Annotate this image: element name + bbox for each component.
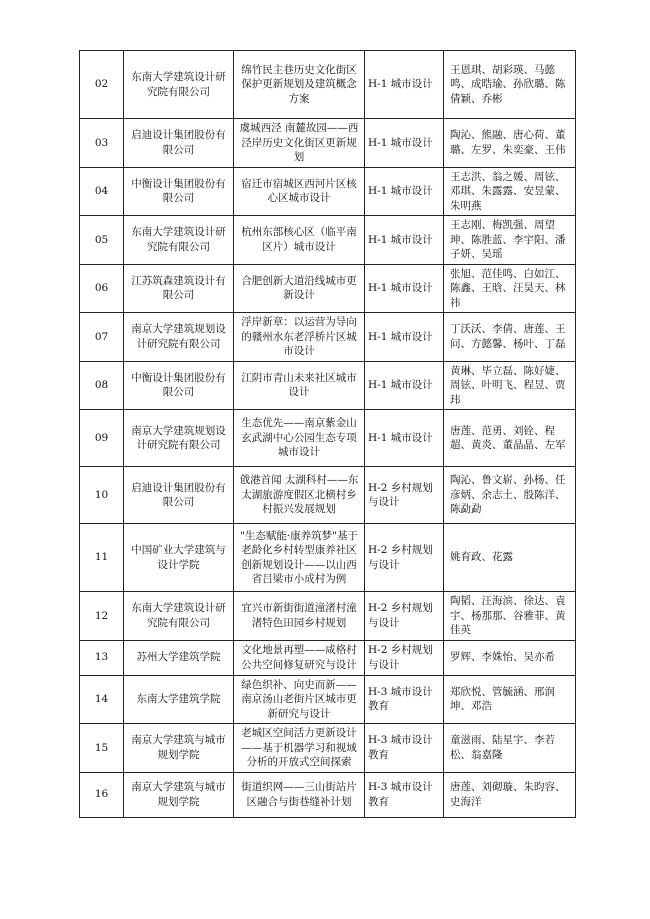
table-row [80, 675, 576, 724]
award-category: H-1 城市设计 [365, 361, 444, 410]
award-category: H-3 城市设计教育 [365, 675, 444, 724]
team-members: 童滋雨、陆星宇、李若松、翁嘉隆 [444, 724, 576, 773]
unit-name: 启迪设计集团股份有限公司 [124, 119, 234, 168]
row-number: 07 [80, 313, 124, 362]
row-number: 11 [80, 524, 124, 592]
team-members: 罗辉、李姝怡、吴亦希 [444, 640, 576, 675]
team-members: 陶韬、汪海滨、徐达、袁宇、杨那那、谷雅菲、黄佳英 [444, 592, 576, 641]
table-row [80, 167, 576, 216]
unit-name: 东南大学建筑设计研究院有限公司 [124, 51, 234, 119]
unit-name: 苏州大学建筑学院 [124, 640, 234, 675]
unit-name: 东南大学建筑设计研究院有限公司 [124, 216, 234, 265]
row-number: 09 [80, 410, 124, 467]
unit-name: 中国矿业大学建筑与设计学院 [124, 524, 234, 592]
table-row [80, 467, 576, 524]
award-category: H-1 城市设计 [365, 264, 444, 313]
team-members: 王恩琪、胡彩瑛、马懿鸣、成晧瑜、孙欣璐、陈倩颖、乔彬 [444, 51, 576, 119]
project-name: 合肥创新大道沿线城市更新设计 [234, 264, 365, 313]
row-number: 03 [80, 119, 124, 168]
project-name: 文化地景再塑——咸格村公共空间修复研究与设计 [234, 640, 365, 675]
row-number: 13 [80, 640, 124, 675]
team-members: 张旭、范佳鸣、白如江、陈鑫、王晗、汪昊天、林祎 [444, 264, 576, 313]
team-members: 陶沁、熊融、唐心荷、董璐、左罗、朱奕豪、王伟 [444, 119, 576, 168]
project-name: 虞城西泾 南麓故园——西泾岸历史文化街区更新规划 [234, 119, 365, 168]
unit-name: 南京大学建筑规划设计研究院有限公司 [124, 410, 234, 467]
row-number: 06 [80, 264, 124, 313]
table-row [80, 119, 576, 168]
team-members: 唐莲、范勇、刘铨、程超、黄炎、董晶晶、左军 [444, 410, 576, 467]
project-name: 杭州东部核心区（临平南区片）城市设计 [234, 216, 365, 265]
table-row [80, 724, 576, 773]
project-name: 绵竹民主巷历史文化街区保护更新规划及建筑概念方案 [234, 51, 365, 119]
row-number: 10 [80, 467, 124, 524]
table-row [80, 592, 576, 641]
row-number: 04 [80, 167, 124, 216]
unit-name: 江苏筑森建筑设计有限公司 [124, 264, 234, 313]
project-name: 街道织网——三山街站片区融合与街巷缝补计划 [234, 772, 365, 817]
unit-name: 中衡设计集团股份有限公司 [124, 361, 234, 410]
team-members: 黄琳、毕立磊、陈好婕、周铉、叶明飞、程昱、贾玮 [444, 361, 576, 410]
unit-name: 启迪设计集团股份有限公司 [124, 467, 234, 524]
row-number: 16 [80, 772, 124, 817]
award-category: H-3 城市设计教育 [365, 772, 444, 817]
awards-table-body [80, 51, 576, 818]
project-name: 生态优先——南京紫金山玄武湖中心公园生态专项城市设计 [234, 410, 365, 467]
table-row [80, 524, 576, 592]
table-row [80, 410, 576, 467]
row-number: 12 [80, 592, 124, 641]
table-row [80, 361, 576, 410]
award-category: H-2 乡村规划与设计 [365, 640, 444, 675]
unit-name: 东南大学建筑设计研究院有限公司 [124, 592, 234, 641]
project-name: 宿迁市宿城区西河片区核心区城市设计 [234, 167, 365, 216]
unit-name: 南京大学建筑与城市规划学院 [124, 724, 234, 773]
award-category: H-2 乡村规划与设计 [365, 592, 444, 641]
table-row [80, 216, 576, 265]
team-members: 陶沁、鲁文崭、孙杨、任彦炳、余志土、殷陈洋、陈勐勐 [444, 467, 576, 524]
unit-name: 中衡设计集团股份有限公司 [124, 167, 234, 216]
award-category: H-1 城市设计 [365, 216, 444, 265]
table-row [80, 264, 576, 313]
award-category: H-1 城市设计 [365, 51, 444, 119]
project-name: 浮岸新章：以运营为导向的赣州水东老浮桥片区城市设计 [234, 313, 365, 362]
award-category: H-3 城市设计教育 [365, 724, 444, 773]
award-category: H-1 城市设计 [365, 167, 444, 216]
row-number: 05 [80, 216, 124, 265]
project-name: 江阴市青山未来社区城市设计 [234, 361, 365, 410]
row-number: 08 [80, 361, 124, 410]
unit-name: 南京大学建筑与城市规划学院 [124, 772, 234, 817]
project-name: 绿色织补、向史而新——南京汤山老街片区城市更新研究与设计 [234, 675, 365, 724]
row-number: 02 [80, 51, 124, 119]
table-row [80, 772, 576, 817]
team-members: 郑欣悦、管毓涵、邢润坤、邓浩 [444, 675, 576, 724]
award-category: H-2 乡村规划与设计 [365, 524, 444, 592]
table-row [80, 51, 576, 119]
table-row [80, 313, 576, 362]
team-members: 丁沃沃、李倩、唐莲、王问、方懿馨、杨叶、丁磊 [444, 313, 576, 362]
award-category: H-1 城市设计 [365, 313, 444, 362]
award-category: H-1 城市设计 [365, 410, 444, 467]
row-number: 14 [80, 675, 124, 724]
row-number: 15 [80, 724, 124, 773]
award-category: H-1 城市设计 [365, 119, 444, 168]
team-members: 唐莲、刘砌璇、朱昀容、史海洋 [444, 772, 576, 817]
unit-name: 东南大学建筑学院 [124, 675, 234, 724]
team-members: 王志洪、翁之媛、周铉、邓琪、朱露露、安昱蒙、朱明燕 [444, 167, 576, 216]
project-name: 戗港首闻 太湖科村——东太湖旅游度假区北横村乡村振兴发展规划 [234, 467, 365, 524]
team-members: 王志刚、梅凯强、周望珅、陈胜蓝、李宇阳、潘子妍、吴瑶 [444, 216, 576, 265]
team-members: 姚育政、花露 [444, 524, 576, 592]
award-category: H-2 乡村规划与设计 [365, 467, 444, 524]
table-row [80, 640, 576, 675]
project-name: 老城区空间活力更新设计——基于机器学习和视域分析的开放式空间探索 [234, 724, 365, 773]
unit-name: 南京大学建筑规划设计研究院有限公司 [124, 313, 234, 362]
awards-table [79, 50, 576, 818]
project-name: 宜兴市新街街道潼渚村潼渚特色田园乡村规划 [234, 592, 365, 641]
project-name: "生态赋能·康养筑梦"基于老龄化乡村转型康养社区创新规划设计——以山西省吕梁市小成村为例 [234, 524, 365, 592]
